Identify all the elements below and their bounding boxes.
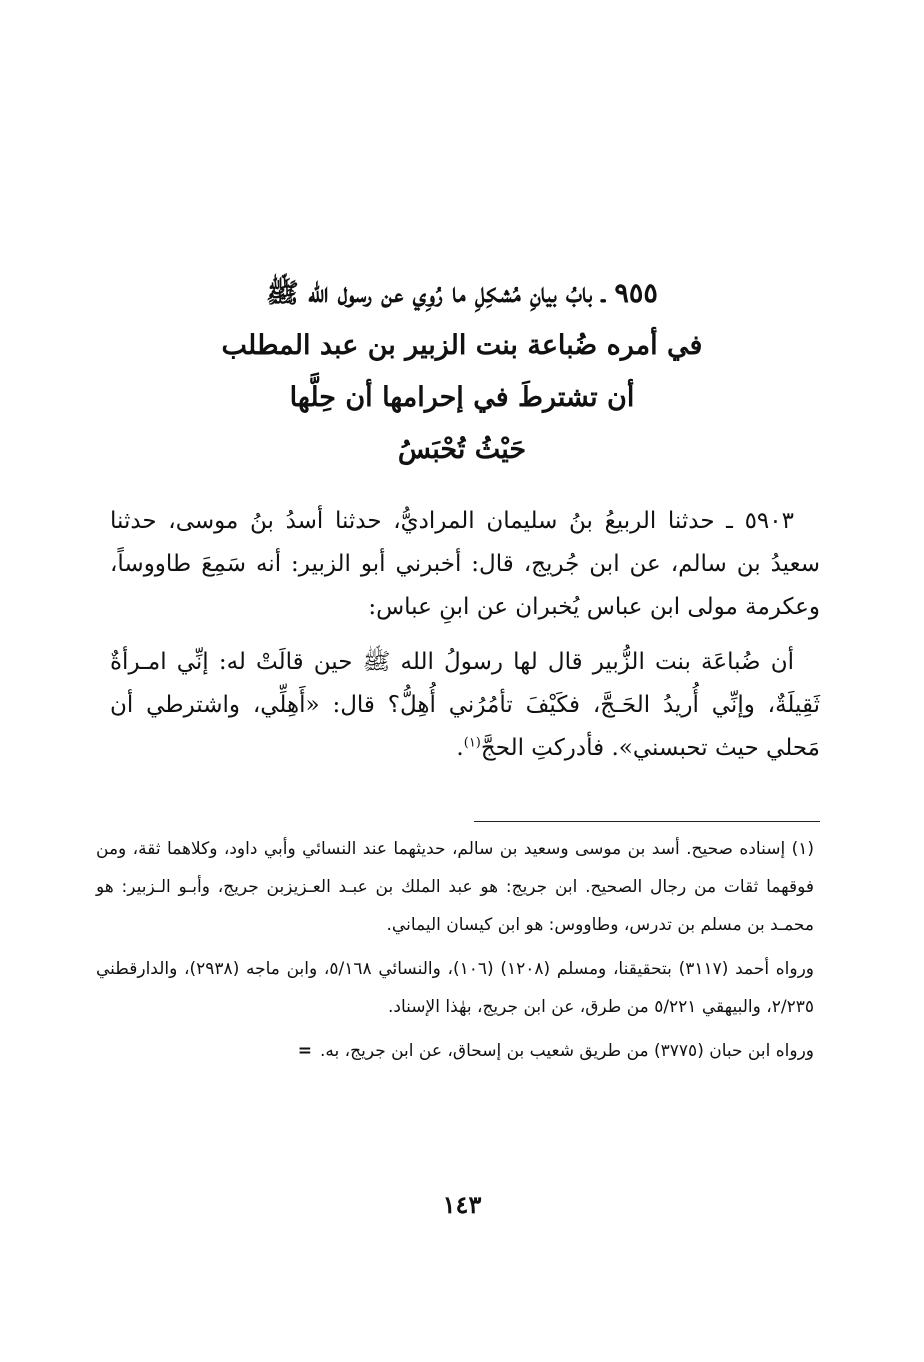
footnote-paragraph: (١) إسناده صحيح. أسد بن موسى وسعيد بن سالم، حديثهما عند النسائي وأبي داود، وكلاهما ثقة، ومن فوقهما ثقات من رجال الصحيح. ابن جريج: هو عبد الملك بن عبـد العـزيزبن جريج، وأبـو الـزبير: هو محمـد بن مسلم بن تدرس، وطاووس: هو ابن كيسان اليماني.	[96, 839, 814, 935]
hadith-matn: أن ضُباعَة بنت الزُّبير قال لها رسولُ الله ﷺ حين قالَتْ له: إنِّي امـرأةٌ ثَقِيلَةٌ، وإنِّي أُريدُ الحَـجَّ، فكَيْفَ تأمُرُني أُهِلُّ؟ قال: «أَهِلِّي، واشترطي أن مَحلي حيث تحبسني». فأدركتِ الحجَّ	[110, 649, 820, 761]
footnotes	[96, 830, 814, 1070]
footnote-marker: (١)	[463, 735, 481, 751]
page-number: ١٤٣	[442, 1190, 482, 1219]
chapter-heading-line: في أمره ضُباعة بنت الزبير بن عبد المطلب	[221, 330, 703, 361]
chapter-heading-line: حَيْثُ تُحْبَسُ	[397, 434, 527, 465]
footnote-paragraph-last	[96, 1032, 814, 1070]
footnote-paragraph: ورواه ابن حبان (٣٧٧٥) من طريق شعيب بن إسحاق، عن ابن جريج، به.	[319, 1041, 814, 1061]
chapter-heading	[140, 268, 784, 476]
hadith-isnad: ٥٩٠٣ ـ حدثنا الربيعُ بنُ سليمان المراديُّ، حدثنا أسدُ بنُ موسى، حدثنا سعيدُ بن سالم، عن ابن جُريج، قال: أخبرني أبو الزبير: أنه سَمِعَ طاووساً، وعكرمة مولى ابن عباس يُخبران عن ابنِ عباس:	[110, 508, 820, 620]
continuation-mark: =	[297, 1041, 312, 1061]
hadith-matn-paragraph: أن ضُباعَة بنت الزُّبير قال لها رسولُ الله ﷺ حين قالَتْ له: إنِّي امـرأةٌ ثَقِيلَةٌ، وإنِّي أُريدُ الحَـجَّ، فكَيْفَ تأمُرُني أُهِلُّ؟ قال: «أَهِلِّي، واشترطي أن مَحلي حيث تحبسني». فأدركتِ الحجَّ$^{(١)}$.	[110, 649, 820, 761]
footnote-paragraph: ورواه أحمد (٣١١٧) بتحقيقنا، ومسلم (١٢٠٨) (١٠٦)، والنسائي ٥/١٦٨، وابن ماجه (٢٩٣٨)، والدارقطني ٢/٢٣٥، والبيهقي ٥/٢٢١ من طرق، عن ابن جريج، بهٰذا الإسناد.	[96, 959, 814, 1017]
footnote-divider	[474, 821, 820, 822]
chapter-heading-line: ٩٥٥ ـ بابُ بيانِ مُشكِلِ ما رُوِي عن رسول الله ﷺ	[266, 278, 658, 309]
chapter-heading-line: أن تشترطَ في إحرامها أن حِلَّها	[289, 382, 635, 413]
hadith-text	[110, 500, 820, 770]
